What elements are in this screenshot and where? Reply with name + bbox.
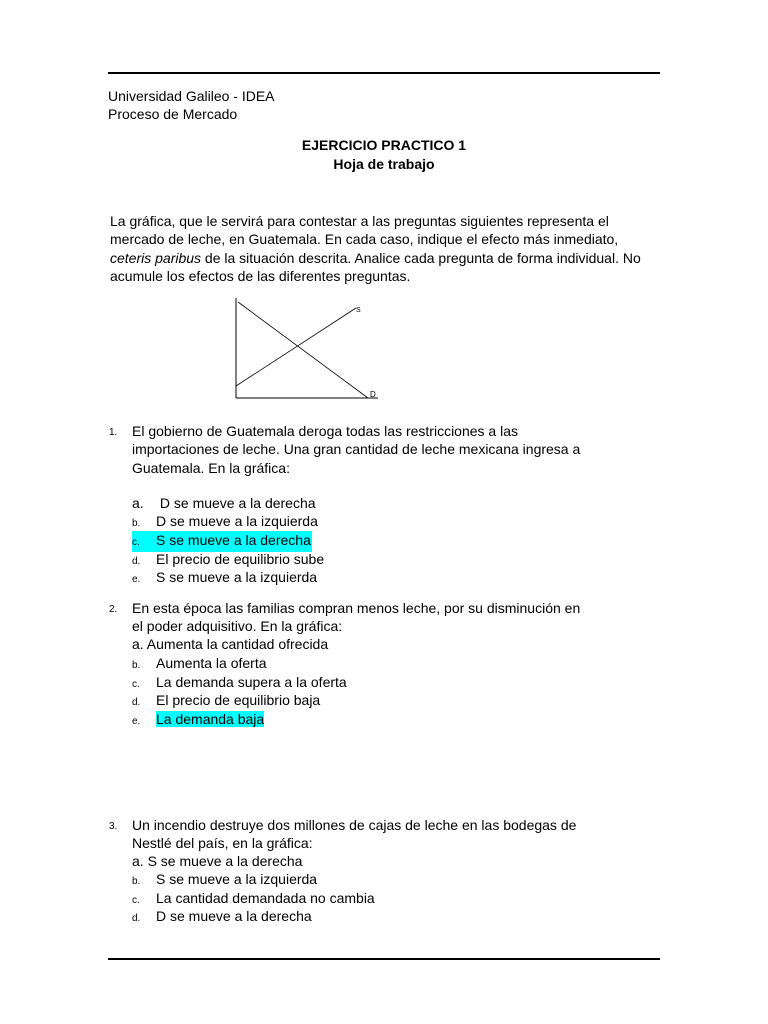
question-1-text	[132, 422, 662, 477]
question-3-text	[132, 816, 662, 853]
bottom-rule	[108, 958, 660, 960]
question-2-option-b[interactable]	[132, 654, 267, 675]
option-text: La demanda baja	[156, 711, 265, 727]
option-label: d.	[132, 697, 141, 708]
supply-curve	[236, 308, 356, 386]
option-label: b.	[132, 660, 141, 671]
question-1-option-b[interactable]	[132, 512, 318, 533]
question-2-option-a[interactable]: a. Aumenta la cantidad ofrecida	[132, 636, 329, 652]
question-3-number: 3.	[109, 821, 118, 832]
option-label: e.	[132, 716, 141, 727]
question-2-text	[132, 599, 662, 636]
question-line: Guatemala. En la gráfica:	[132, 459, 290, 476]
option-label: d.	[132, 556, 141, 567]
page-subtitle: Hoja de trabajo	[333, 156, 435, 172]
question-3-option-b[interactable]	[132, 870, 317, 891]
option-label: c.	[132, 895, 140, 906]
intro-text-2: de la situación descrita. Analice cada pregunta de forma individual. No acumule los efectos de las diferentes preguntas.	[110, 249, 641, 284]
question-2-option-e[interactable]	[132, 710, 264, 731]
option-label: c.	[132, 537, 140, 548]
demand-label: D	[370, 390, 376, 399]
question-1-option-a[interactable]	[132, 494, 316, 512]
question-1-number: 1.	[109, 427, 118, 438]
intro-italic: ceteris paribus	[110, 249, 202, 266]
question-line: Nestlé del país, en la gráfica:	[132, 835, 313, 852]
question-1-option-c[interactable]	[132, 531, 312, 552]
question-line: el poder adquisitivo. En la gráfica:	[132, 618, 343, 635]
option-text: S se mueve a la izquierda	[156, 569, 318, 585]
question-1-option-e[interactable]	[132, 568, 317, 589]
option-label: e.	[132, 574, 141, 585]
supply-demand-graph	[228, 294, 388, 404]
option-label: c.	[132, 679, 140, 690]
option-text: S se mueve a la derecha	[156, 532, 311, 548]
question-3-option-d[interactable]	[132, 907, 312, 928]
university-name: Universidad Galileo - IDEA	[108, 88, 275, 104]
question-3-option-a[interactable]: a. S se mueve a la derecha	[132, 853, 303, 869]
top-rule	[108, 72, 660, 74]
option-text: La demanda supera a la oferta	[156, 674, 347, 690]
option-text: El precio de equilibrio baja	[156, 692, 321, 708]
question-2-option-d[interactable]	[132, 691, 320, 712]
option-text: La cantidad demandada no cambia	[156, 890, 375, 906]
option-label: b.	[132, 876, 141, 887]
option-label: a.	[132, 495, 144, 511]
question-line: Un incendio destruye dos millones de cajas de leche en las bodegas de	[132, 817, 577, 833]
option-text: D se mueve a la derecha	[156, 495, 316, 511]
option-label: d.	[132, 913, 141, 924]
option-text: D se mueve a la izquierda	[156, 513, 318, 529]
course-name: Proceso de Mercado	[108, 106, 238, 122]
option-label: b.	[132, 518, 141, 529]
demand-curve	[238, 302, 368, 398]
question-2-number: 2.	[109, 604, 118, 615]
question-line: importaciones de leche. Una gran cantidad de leche mexicana ingresa a	[132, 441, 581, 458]
intro-paragraph	[110, 212, 650, 285]
option-text: El precio de equilibrio sube	[156, 551, 325, 567]
page-title: EJERCICIO PRACTICO 1	[301, 137, 467, 153]
question-line: El gobierno de Guatemala deroga todas las restricciones a las	[132, 423, 518, 439]
option-text: D se mueve a la derecha	[156, 908, 312, 924]
option-text: S se mueve a la izquierda	[156, 871, 318, 887]
intro-text-1: La gráfica, que le servirá para contestar a las preguntas siguientes representa el mercado de leche, en Guatemala. En cada caso, indique el efecto más inmediato,	[110, 213, 619, 248]
option-text: Aumenta la oferta	[156, 655, 267, 671]
question-line: En esta época las familias compran menos leche, por su disminución en	[132, 600, 581, 616]
supply-label: S	[356, 307, 361, 314]
